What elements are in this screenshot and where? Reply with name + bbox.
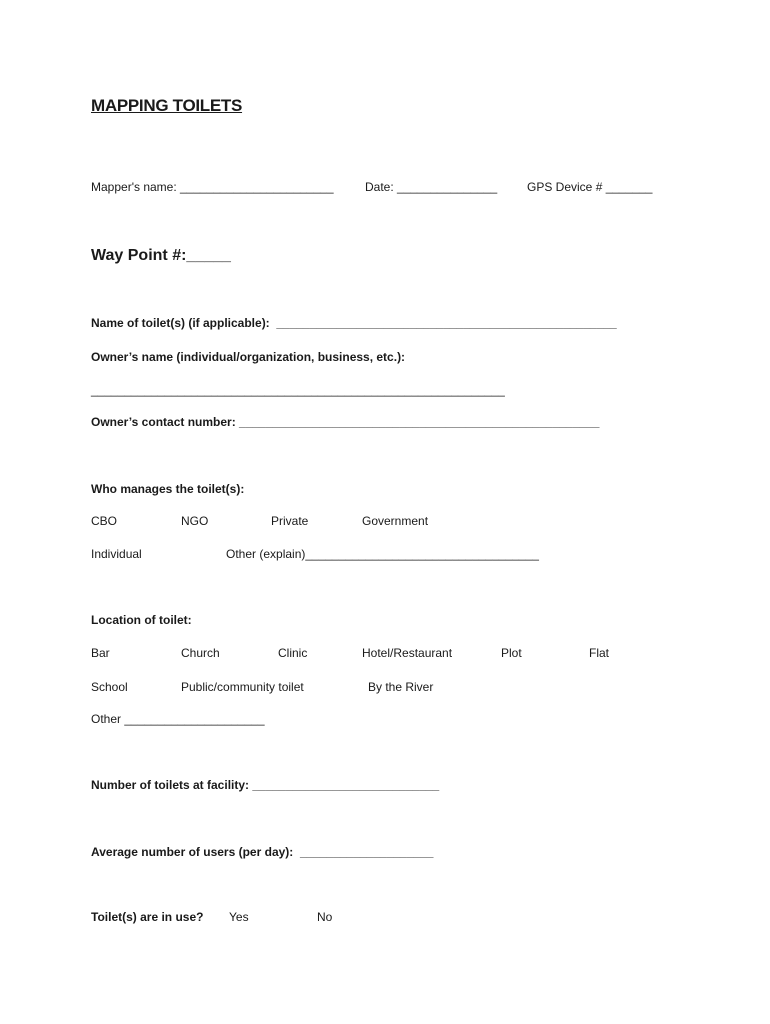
location-option-church[interactable]: Church xyxy=(181,646,220,660)
manages-option-individual[interactable]: Individual xyxy=(91,547,142,561)
in-use-label: Toilet(s) are in use? xyxy=(91,910,204,924)
waypoint-field[interactable]: Way Point #:_____ xyxy=(91,247,231,264)
location-label: Location of toilet: xyxy=(91,613,192,627)
avg-users-field[interactable]: Average number of users (per day): ____________________ xyxy=(91,845,434,859)
location-option-school[interactable]: School xyxy=(91,680,128,694)
owner-name-label: Owner’s name (individual/organization, business, etc.): xyxy=(91,350,406,364)
gps-device-field[interactable]: GPS Device # _______ xyxy=(527,180,653,194)
manages-label: Who manages the toilet(s): xyxy=(91,482,245,496)
num-toilets-field[interactable]: Number of toilets at facility: ____________________________ xyxy=(91,778,440,792)
manages-option-private[interactable]: Private xyxy=(271,514,309,528)
toilet-name-field[interactable]: Name of toilet(s) (if applicable): ___________________________________________________ xyxy=(91,316,617,330)
owner-name-field[interactable]: ______________________________________________________________ xyxy=(91,383,505,397)
location-other-field[interactable]: Other _____________________ xyxy=(91,712,265,726)
manages-option-government[interactable]: Government xyxy=(362,514,429,528)
manages-other-field[interactable]: Other (explain)___________________________________ xyxy=(226,547,539,561)
manages-option-cbo[interactable]: CBO xyxy=(91,514,118,528)
location-option-flat[interactable]: Flat xyxy=(589,646,610,660)
form-title: MAPPING TOILETS xyxy=(91,96,243,115)
location-option-public-toilet[interactable]: Public/community toilet xyxy=(181,680,304,694)
location-option-clinic[interactable]: Clinic xyxy=(278,646,308,660)
mapper-name-field[interactable]: Mapper's name: _______________________ xyxy=(91,180,334,194)
location-option-hotel-restaurant[interactable]: Hotel/Restaurant xyxy=(362,646,453,660)
in-use-option-yes[interactable]: Yes xyxy=(229,910,249,924)
date-field[interactable]: Date: _______________ xyxy=(365,180,498,194)
owner-contact-field[interactable]: Owner’s contact number: ______________________________________________________ xyxy=(91,415,600,429)
in-use-option-no[interactable]: No xyxy=(317,910,333,924)
location-option-by-the-river[interactable]: By the River xyxy=(368,680,434,694)
location-option-bar[interactable]: Bar xyxy=(91,646,110,660)
manages-option-ngo[interactable]: NGO xyxy=(181,514,209,528)
location-option-plot[interactable]: Plot xyxy=(501,646,522,660)
